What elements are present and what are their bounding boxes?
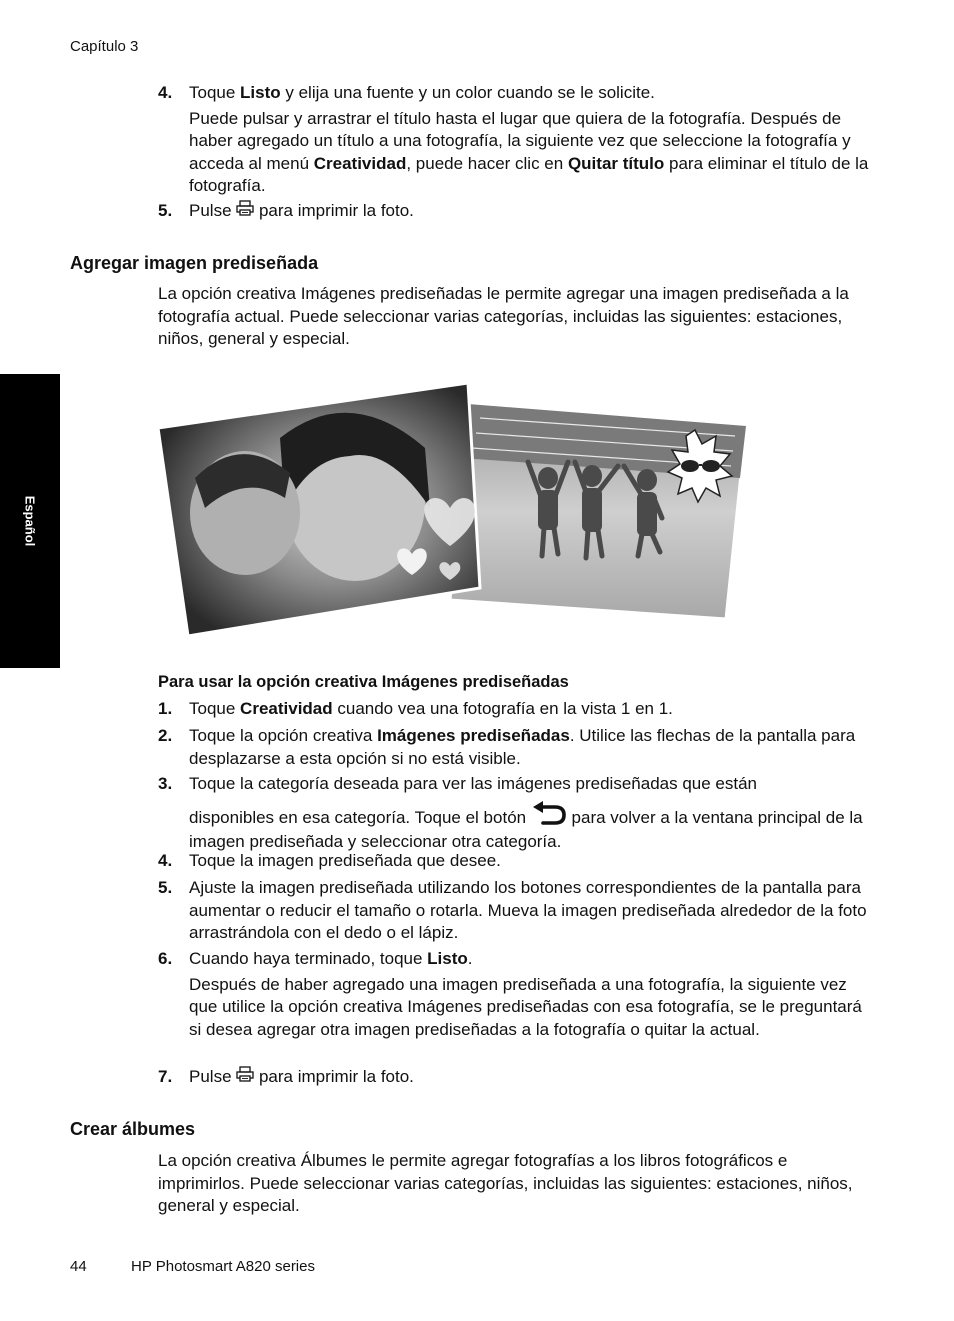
step-number: 2. bbox=[158, 726, 173, 745]
step-text: Toque la categoría deseada para ver las imágenes prediseñadas que están bbox=[189, 774, 757, 793]
section-title-clipart: Agregar imagen prediseñada bbox=[70, 253, 319, 273]
section-title-albums: Crear álbumes bbox=[70, 1119, 196, 1139]
step-text: . bbox=[467, 949, 473, 968]
step-number: 7. bbox=[158, 1067, 173, 1086]
step-text: para volver a la ventana principal de la imagen prediseñada y seleccionar otra categoría. bbox=[189, 807, 863, 852]
page-number: 44 bbox=[70, 1258, 87, 1275]
step-text: . Utilice las flechas de la pantalla para desplazarse a esta opción si no está visible. bbox=[189, 726, 856, 768]
procedure-step-3 bbox=[158, 773, 870, 854]
back-arrow-icon bbox=[531, 801, 567, 832]
step-continuation bbox=[189, 108, 870, 198]
product-name: HP Photosmart A820 series bbox=[131, 1258, 315, 1275]
step-bold: Creatividad bbox=[313, 153, 407, 173]
step-text: para imprimir la foto. bbox=[254, 1067, 414, 1086]
procedure-step-2 bbox=[158, 725, 870, 770]
step-text: , puede hacer clic en bbox=[406, 153, 568, 173]
step-number: 6. bbox=[158, 949, 173, 968]
step-text: Toque bbox=[189, 699, 241, 718]
section-intro-albums: La opción creativa Álbumes le permite agregar fotografías a los libros fotográficos e imprimirlos. Puede seleccionar varias categorías, incluidas las siguientes: estaciones, niños, general y especial. bbox=[158, 1151, 853, 1216]
step-continuation: Después de haber agregado una imagen prediseñada a una fotografía, la siguiente vez que utilice la opción creativa Imágenes prediseñadas con esa fotografía, se le preguntará si desea agregar otra imagen prediseñadas a la fotografía o quitar la actual. bbox=[189, 974, 862, 1039]
step-bold: Listo bbox=[240, 83, 281, 102]
step-text: Pulse bbox=[189, 1067, 237, 1086]
step-number: 5. bbox=[158, 201, 173, 220]
pool-photo bbox=[450, 404, 746, 619]
step-number: 3. bbox=[158, 774, 173, 793]
chapter-header: Capítulo 3 bbox=[70, 38, 139, 55]
step-text: y elija una fuente y un color cuando se le solicite. bbox=[280, 83, 655, 102]
procedure-step-4 bbox=[158, 850, 870, 873]
step-text: Toque la opción creativa bbox=[189, 726, 378, 745]
step-text: Pulse bbox=[189, 201, 237, 220]
procedure-step-1 bbox=[158, 698, 870, 721]
step-text: Toque la imagen prediseñada que desee. bbox=[189, 851, 501, 870]
step-bold: Quitar título bbox=[567, 153, 665, 173]
step-5-print bbox=[158, 200, 870, 223]
step-text: para imprimir la foto. bbox=[254, 201, 414, 220]
procedure-step-6 bbox=[158, 948, 870, 1041]
step-number: 4. bbox=[158, 851, 173, 870]
print-icon bbox=[236, 200, 254, 223]
language-tab bbox=[0, 374, 60, 668]
illustration-photos bbox=[150, 378, 760, 643]
step-text: Toque bbox=[189, 83, 241, 102]
step-text: Puede pulsar y arrastrar el título hasta el lugar que quiera de la fotografía. Después de haber agregado un título a una fotografía, la siguiente vez que seleccione la fotografía y acceda al menú bbox=[189, 108, 851, 173]
portrait-photo bbox=[158, 383, 480, 636]
step-number: 4. bbox=[158, 83, 173, 102]
step-4-title bbox=[158, 82, 870, 198]
step-text: cuando vea una fotografía en la vista 1 en 1. bbox=[332, 699, 673, 718]
print-icon bbox=[236, 1066, 254, 1089]
section-intro-clipart: La opción creativa Imágenes prediseñadas le permite agregar una imagen prediseñada a la fotografía actual. Puede seleccionar varias categorías, incluidas las siguientes: estaciones, niños, general y especial. bbox=[158, 284, 849, 349]
procedure-title: Para usar la opción creativa Imágenes prediseñadas bbox=[158, 673, 569, 691]
step-text: Cuando haya terminado, toque bbox=[189, 949, 428, 968]
step-number: 1. bbox=[158, 699, 173, 718]
procedure-step-7 bbox=[158, 1066, 870, 1089]
step-bold: Imágenes prediseñadas bbox=[377, 726, 570, 745]
step-bold: Creatividad bbox=[240, 699, 333, 718]
language-tab-label: Español bbox=[22, 495, 38, 547]
step-number: 5. bbox=[158, 878, 173, 897]
step-text: disponibles en esa categoría. Toque el botón bbox=[189, 807, 531, 827]
procedure-step-5 bbox=[158, 877, 870, 945]
step-bold: Listo bbox=[427, 949, 468, 968]
step-text: Ajuste la imagen prediseñada utilizando los botones correspondientes de la pantalla para aumentar o reducir el tamaño o rotarla. Mueva la imagen prediseñada alrededor de la foto arrastrándola con el dedo o el lápiz. bbox=[189, 878, 867, 943]
step-text: para eliminar el título de la fotografía. bbox=[189, 153, 869, 196]
